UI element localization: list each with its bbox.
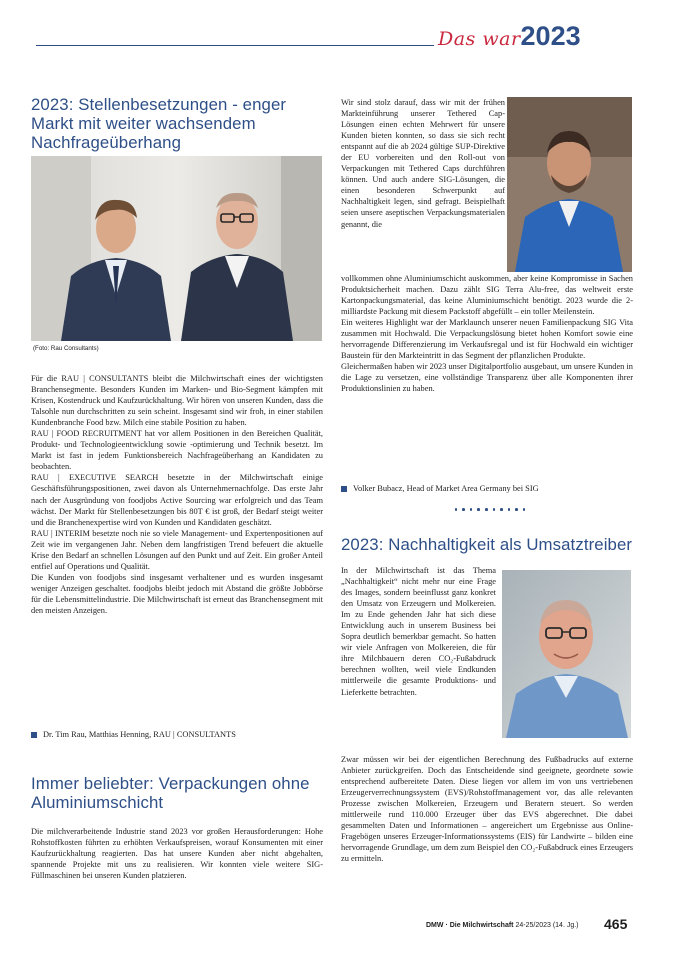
paragraph: RAU | FOOD RECRUITMENT hat vor allem Positionen in den Bereichen Qualität, Produkt- und Technologieentwicklung sowie -optimierung und Technik besetzt. Im Markt ist fast in jedem Funktionsbereich Nachfrageüberhang an Kandidaten zu beobachten.	[31, 429, 323, 472]
page-footer	[426, 922, 579, 929]
article-title-sustainability-wrap	[341, 535, 636, 554]
photo-sopra-portrait	[502, 570, 631, 738]
photo-rau-consultants	[31, 156, 322, 341]
photo-volker-bubacz	[507, 97, 632, 272]
bullet-square-icon	[341, 486, 347, 492]
paragraph: Ein weiteres Highlight war der Marklaunch unserer neuen Familienpackung SIG Vita zusammen mit Hochwald. Die Verpackungslösung bietet hohen Komfort sowie eine hervorragende Differenzierung im Verkaufsregal und ist für Hochwald ein wichtiger Baustein für den Markteintritt in das Segment der pflanzlichen Produkte.	[341, 318, 633, 361]
article-title-packaging-wrap	[31, 774, 323, 812]
portrait-man-glasses	[502, 570, 631, 738]
sustainability-wrap	[341, 565, 496, 698]
paragraph: Wir sind stolz darauf, dass wir mit der frühen Markteinführung unserer Tethered Cap-Lösungen einen echten Mehrwert für unsere Kunden bieten konnten, so dass sie sich recht entspannt auf die ab 2024 gültige SUP-Direktive der EU vorbereiten und den Roll-out von Verpackungen mit Tethered Caps durchführen können. Und auch andere SIG-Lösungen, die einen besonderen Schwerpunkt auf Nachhaltigkeit legen, sind gefragt. Beispielhaft seien unsere aseptischen Verpackungsmaterialen genannt, die	[341, 98, 505, 229]
section-header	[438, 21, 581, 52]
left-column	[31, 95, 327, 152]
article-title-packaging: Immer beliebter: Verpackungen ohne Aluminiumschicht	[31, 774, 310, 812]
bullet-square-icon	[31, 732, 37, 738]
portrait-man-blue-suit	[507, 97, 632, 272]
page-number: 465	[604, 916, 628, 932]
paragraph: Für die RAU | CONSULTANTS bleibt die Milchwirtschaft eines der wichtigsten Branchensegmente. Besonders Kunden im Marken- und Bio-Segment kämpfen mit Krisen, Kostendruck und Kaufzurückhaltung. Wir hören von unseren Kunden, dass die Talsohle nun durchschritten zu sein scheint. Insgesamt sind wir froh, in einer stabilen Kundenbranche Food bzw. Milch eine stabile Position zu haben.	[31, 374, 323, 428]
footer-issue: 24-25/2023 (14. Jg.)	[515, 922, 579, 929]
paragraph: Gleichermaßen haben wir 2023 unser Digitalportfolio ausgebaut, um unsere Kunden in die Lage zu versetzen, eine vollständige Transparenz über alle Komponenten ihrer Produktionslinien zu haben.	[341, 362, 633, 394]
paragraph: Die Kunden von foodjobs sind insgesamt verhaltener und es wurden insgesamt weniger Anzeigen geschaltet. foodjobs bleibt jedoch mit Abstand die größte Jobbörse für die Lebensmittelindustrie. Die Milchwirtschaft ist erneut das Branchensegment mit den meisten Anzeigen.	[31, 572, 323, 615]
sustainability-full	[341, 754, 633, 864]
paragraph: RAU | INTERIM besetzte noch nie so viele Management- und Expertenpositionen auf Zeit wie im vergangenen Jahr. Neben dem langfristigen Trend befeuert die aktuelle Krise den Bedarf an schnellen Lösungen auf den Punkt und auf Zeit. Ein großer Anteil entfiel auf Operations und Qualität.	[31, 528, 323, 571]
packaging-continued-full	[341, 273, 633, 395]
article-body-recruitment	[31, 373, 323, 616]
paragraph: In der Milchwirtschaft ist das Thema „Nachhaltigkeit“ nicht mehr nur eine Frage des Images, sondern beeinflusst ganz konkret den Umsatz von Erzeugern und Molkereien. Im zu Ende gehenden Jahr hat sich diese Entwicklung auch in unserem Business bei Sopra deutlich bemerkbar gemacht. So hatten wir viele Anfragen von Molkereien, die für ihre Milchbauern deren CO₂-Fußabdruck berechnen wollten, weil viele Endkunden mittlerweile die gesamte Produktions- und Lieferkette betrachten.	[341, 566, 496, 697]
paragraph: vollkommen ohne Aluminiumschicht auskommen, aber keine Kompromisse in Sachen Produktsicherheit machen. Dazu zählt SIG Terra Alu-free, das weltweit erste Kartonpackungsmaterial, das keine Aluminiumschicht benötigt. 2023 wurde die 2-milliardste Packung mit diesem Packstoff abgefüllt – ein toller Meilenstein.	[341, 274, 633, 317]
article-title-recruitment: 2023: Stellenbesetzungen - enger Markt mit weiter wachsendem Nachfrageüberhang	[31, 95, 287, 152]
signature-text: Dr. Tim Rau, Matthias Henning, RAU | CONSULTANTS	[43, 730, 236, 739]
signature-text: Volker Bubacz, Head of Market Area Germany bei SIG	[353, 484, 539, 493]
author-signature-rau	[31, 729, 236, 740]
article-title-sustainability: 2023: Nachhaltigkeit als Umsatztreiber	[341, 535, 633, 554]
paragraph: Die milchverarbeitende Industrie stand 2023 vor großen Herausforderungen: Hohe Rohstoffkosten führten zu erhöhten Verkaufspreisen, worauf Konsumenten mit einer Kaufzurückhaltung reagierten. Das hat unsere Kunden aber nicht abgehalten, spannende Projekte mit uns zu realisieren. Wir konnten viele weitere SIG-Füllmaschinen bei unseren Kunden platzieren.	[31, 827, 323, 881]
article-body-packaging	[31, 826, 323, 881]
packaging-continued-wrap	[341, 97, 505, 230]
header-year: 2023	[520, 21, 581, 51]
two-men-photo	[31, 156, 322, 341]
header-rule	[36, 45, 434, 46]
author-signature-sig	[341, 483, 539, 494]
section-divider-dots	[420, 508, 560, 511]
paragraph: RAU | EXECUTIVE SEARCH besetzte in der Milchwirtschaft einige Geschäftsführungspositionen, zwei davon als Unternehmernachfolge. Das erste Jahr nach der Ausgründung von foodjobs Active Sourcing war erfolgreich und das Team wächst. Der Markt für Stellenbesetzungen bis 80T € ist groß, der Bedarf steigt weiter und die Branchenexpertise wird von Kunden und Kandidaten geschätzt.	[31, 473, 323, 527]
footer-publication: DMW · Die Milchwirtschaft	[426, 922, 514, 929]
paragraph: Zwar müssen wir bei der eigentlichen Berechnung des Fußbadrucks auf externe Anbieter zurückgreifen. Doch das Entscheidende sind geeignete, geordnete sowie entsprechend aufbereitete Daten. Diese liegen vor allem im von uns vertriebenen Erzeugerverrechnungssystem (EVS)/Rohstoffmanagement vor, das alle relevanten Prozesse zwischen Molkereien, Erzeugern und Beratern steuert. So werden mittlerweile rund 110.000 Erzeuger über das EVS abgerechnet. Die dabei gesammelten Daten und Informationen – angereichert um Ergebnisse aus Online-Fragebögen unseres Erzeuger-Informationssystems (EIS) für Landwirte – bilden eine hervorragende Grundlage, um dem zum Beispiel den CO₂-Fußabdruck eines Erzeugers zu ermitteln.	[341, 755, 633, 864]
header-script-text: Das war	[438, 28, 521, 50]
photo-caption: (Foto: Rau Consultants)	[33, 345, 99, 352]
